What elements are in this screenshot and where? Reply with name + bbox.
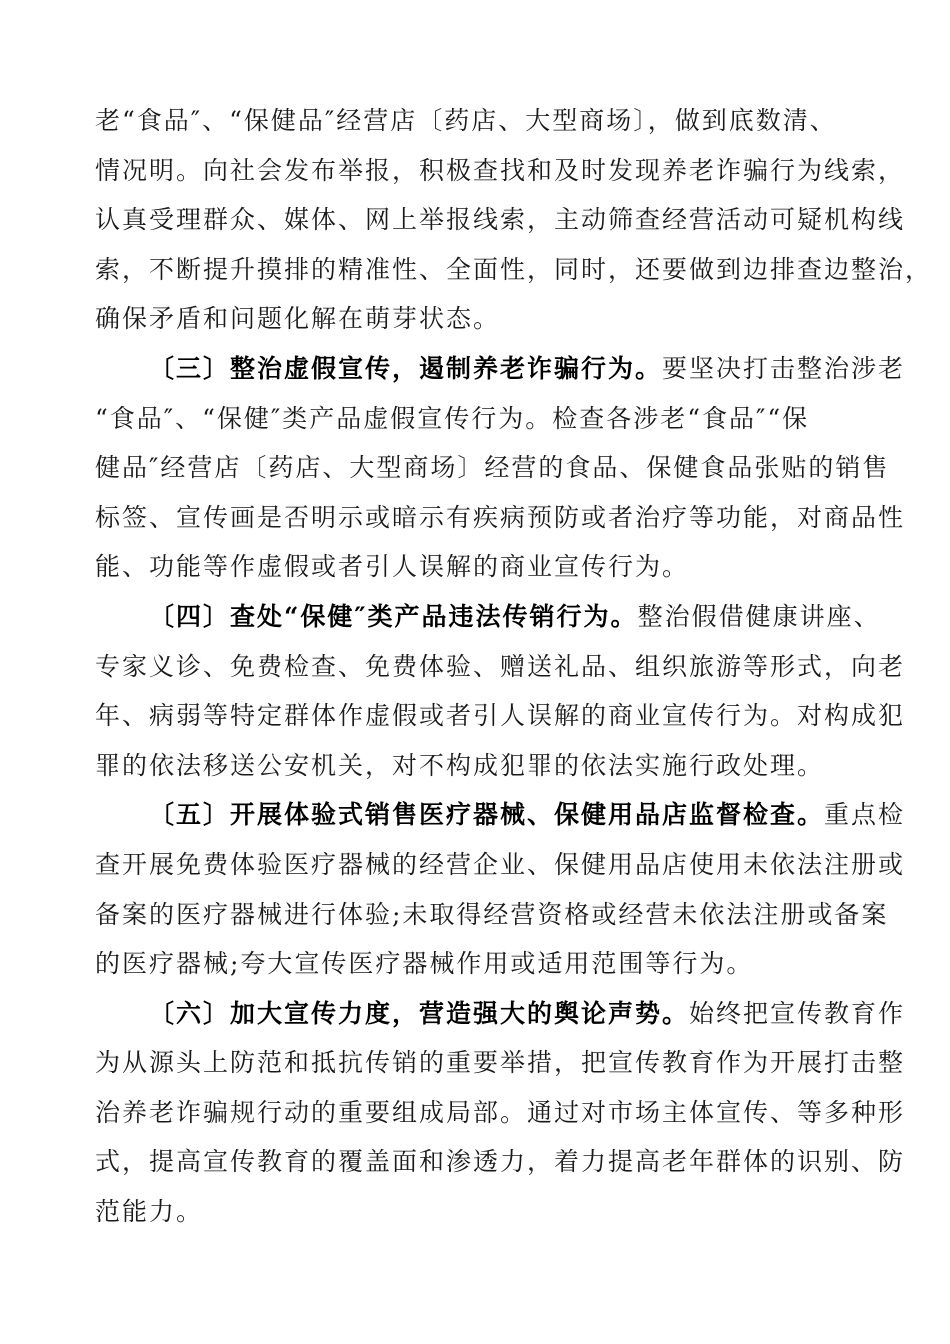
paragraph-first-line	[95, 989, 906, 1039]
document-body	[95, 96, 933, 1237]
section-5-heading: 〔五〕开展体验式销售医疗器械、保健用品店监督检查。	[149, 800, 825, 830]
section-4-paragraph	[95, 592, 906, 790]
text-line: 备案的医疗器械进行体验;未取得经营资格或经营未依法注册或备案	[95, 899, 889, 929]
section-6-paragraph	[95, 989, 906, 1237]
text-line: 的医疗器械;夸大宣传医疗器械作用或适用范围等行为。	[95, 949, 754, 979]
section-5-first-text: 重点检	[824, 800, 906, 830]
text-line: 标签、宣传画是否明示或暗示有疾病预防或者治疗等功能，对商品性	[95, 502, 906, 532]
text-line: 认真受理群众、媒体、网上举报线索，主动筛查经营活动可疑机构线	[95, 205, 906, 235]
text-line: 为从源头上防范和抵抗传销的重要举措，把宣传教育作为开展打击整	[95, 1048, 906, 1078]
paragraph-first-line	[95, 344, 906, 394]
paragraph-first-line	[95, 790, 906, 840]
text-line: 老“食品″、“保健品″经营店〔药店、大型商场〕，做到底数清、	[95, 106, 837, 135]
paragraph-first-line	[95, 592, 881, 642]
section-3-paragraph	[95, 344, 906, 592]
text-line: 治养老诈骗规行动的重要组成局部。通过对市场主体宣传、等多种形	[95, 1097, 906, 1127]
text-line: 查开展免费体验医疗器械的经营企业、保健用品店使用未依法注册或	[95, 849, 906, 879]
text-line: 年、病弱等特定群体作虚假或者引人误解的商业宣传行为。对构成犯	[95, 701, 906, 731]
text-line: “食品″、“保健″类产品虚假宣传行为。检查各涉老“食品″“保	[95, 403, 810, 433]
text-line: 索，不断提升摸排的精准性、全面性，同时，还要做到边排查边整治，	[95, 254, 933, 284]
section-3-first-text: 要坚决打击整治涉老	[662, 353, 906, 383]
text-line: 健品″经营店〔药店、大型商场〕经营的食品、保健食品张贴的销售	[95, 453, 890, 483]
intro-paragraph	[95, 96, 933, 344]
text-line: 确保矛盾和问题化解在萌芽状态。	[95, 304, 501, 334]
text-line: 罪的依法移送公安机关，对不构成犯罪的依法实施行政处理。	[95, 750, 825, 780]
section-3-heading: 〔三〕整治虚假宣传，遏制养老诈骗行为。	[149, 353, 663, 383]
text-line: 能、功能等作虚假或者引人误解的商业宣传行为。	[95, 552, 690, 582]
section-6-first-text: 始终把宣传教育作	[689, 998, 906, 1028]
text-line: 范能力。	[95, 1197, 204, 1227]
section-4-heading: 〔四〕查处“保健″类产品违法传销行为。	[149, 601, 638, 631]
section-6-heading: 〔六〕加大宣传力度，营造强大的舆论声势。	[149, 998, 690, 1028]
text-line: 专家义诊、免费检查、免费体验、赠送礼品、组织旅游等形式，向老	[95, 651, 906, 681]
section-4-first-text: 整治假借健康讲座、	[637, 601, 881, 631]
text-line: 情况明。向社会发布举报，积极查找和及时发现养老诈骗行为线索，	[95, 155, 906, 185]
section-5-paragraph	[95, 790, 906, 988]
text-line: 式，提高宣传教育的覆盖面和渗透力，着力提高老年群体的识别、防	[95, 1147, 906, 1177]
